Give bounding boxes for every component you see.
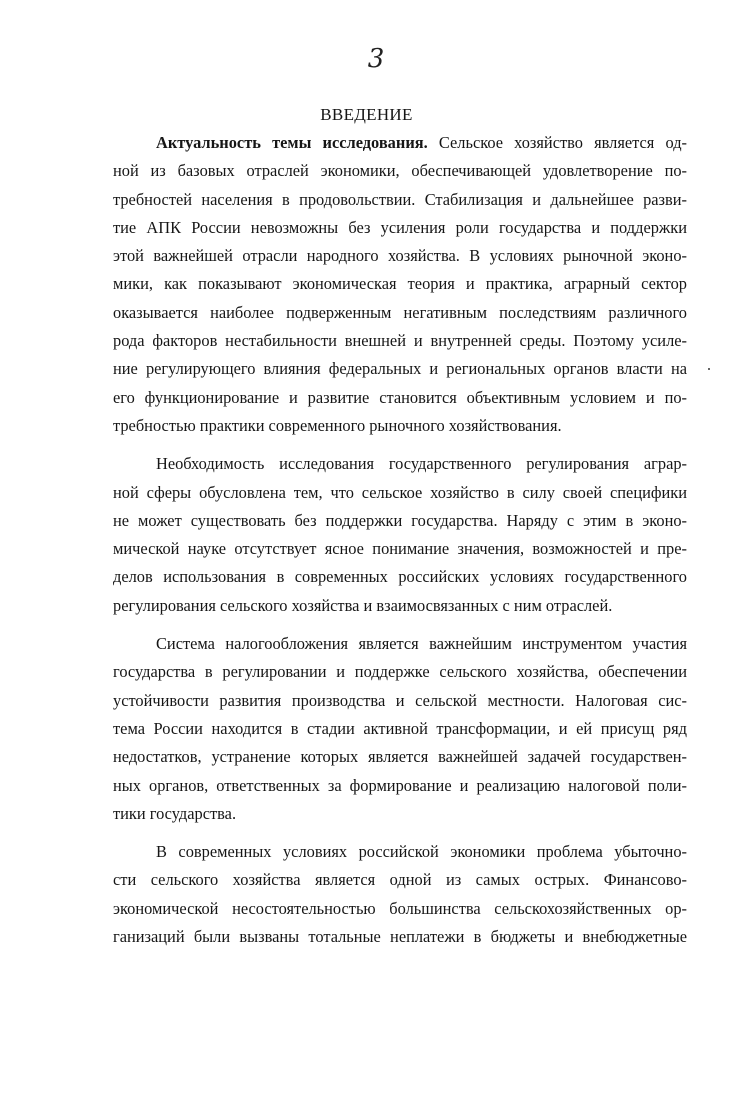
lead-phrase: Актуальность темы исследования. [156,133,428,152]
paragraph-taxation [113,630,687,828]
paragraph-line: государства в регулировании и поддержке сельского хозяйства, обеспечении [113,662,687,682]
paragraph-line: ной сферы обусловлена тем, что сельское хозяйство в силу своей специфики [113,482,687,502]
paragraph-line: мики, как показывают экономическая теория и практика, аграрный сектор [113,274,687,294]
paragraph-relevance [113,129,687,440]
scan-speck [708,368,710,370]
paragraph-line: устойчивости развития производства и сельской местности. Налоговая сис- [113,690,687,710]
paragraph-line: ние регулирующего влияния федеральных и региональных органов власти на [113,359,687,379]
paragraph-line: оказывается наиболее подверженным негативным последствиям различного [113,302,687,322]
paragraph-line: ной из базовых отраслей экономики, обеспечивающей удовлетворение по- [113,161,687,181]
paragraph-line: тики государства. [113,803,237,823]
paragraph-line: рода факторов нестабильности внешней и внутренней среды. Поэтому усиле- [113,331,687,351]
paragraph-line: недостатков, устранение которых является важнейшей задачей государствен- [113,747,687,767]
paragraph-line: этой важнейшей отрасли народного хозяйства. В условиях рыночной эконо- [113,246,687,266]
paragraph-line: мической науке отсутствует ясное понимание значения, возможностей и пре- [113,539,687,559]
paragraph-line: регулирования сельского хозяйства и взаимосвязанных с ним отраслей. [113,595,613,615]
paragraph-line: Необходимость исследования государственного регулирования аграр- [156,454,687,474]
paragraph-necessity [113,450,687,620]
paragraph-line: Актуальность темы исследования. Сельское хозяйство является од- [156,133,688,152]
paragraph-line: тие АПК России невозможны без усиления роли государства и поддержки [113,217,687,237]
paragraph-line: В современных условиях российской экономики проблема убыточно- [156,842,687,862]
paragraph-line: делов использования в современных российских условиях государственного [113,567,687,587]
paragraph-line: Система налогообложения является важнейшим инструментом участия [156,634,687,654]
paragraph-line: ных органов, ответственных за формирование и реализацию налоговой поли- [113,775,687,795]
paragraph-line: ганизаций были вызваны тотальные неплатежи в бюджеты и внебюджетные [113,927,687,947]
page-number: 3 [367,44,385,74]
paragraph-line: сти сельского хозяйства является одной из самых острых. Финансово- [113,870,687,890]
section-heading: ВВЕДЕНИЕ [320,105,413,124]
paragraph-line: требностью практики современного рыночного хозяйствования. [113,415,562,435]
paragraph-gap [113,620,687,630]
paragraph-gap [113,828,687,838]
paragraph-line: тема России находится в стадии активной трансформации, и ей присущ ряд [113,718,687,738]
paragraph-line: его функционирование и развитие становится объективным условием и по- [113,387,687,407]
paragraph-line: не может существовать без поддержки государства. Наряду с этим в эконо- [113,510,687,530]
paragraph-gap [113,440,687,450]
paragraph-line: экономической несостоятельностью большинства сельскохозяйственных ор- [113,898,687,918]
paragraph-line: требностей населения в продовольствии. Стабилизация и дальнейшее разви- [113,189,687,209]
paragraph-unprofitability [113,838,687,951]
body-text [113,129,687,951]
